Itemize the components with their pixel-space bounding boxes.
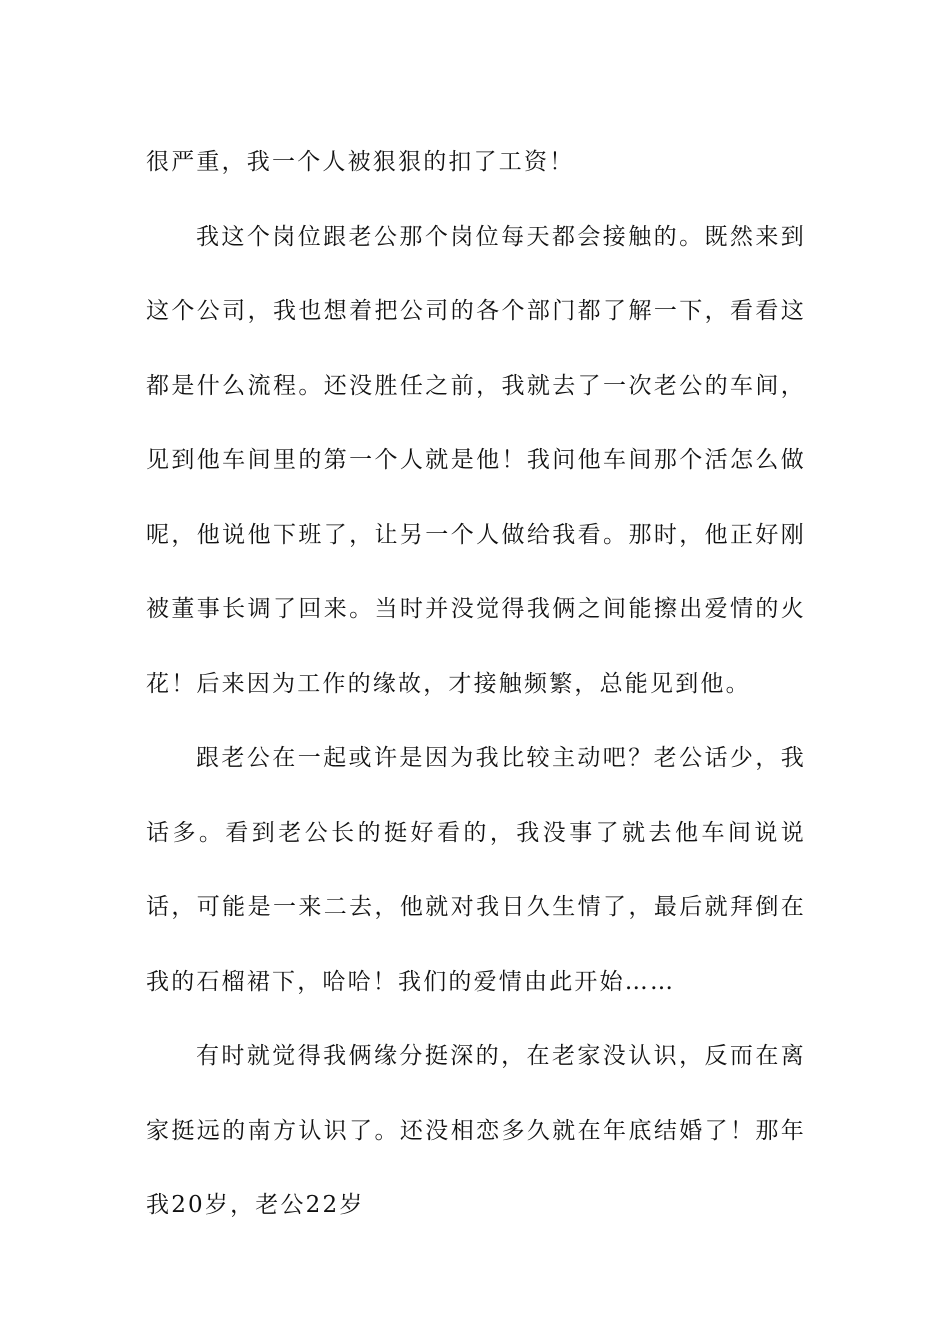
paragraph-3: 跟老公在一起或许是因为我比较主动吧？老公话少，我话多。看到老公长的挺好看的，我没事了就去他车间说说话，可能是一来二去，他就对我日久生情了，最后就拜倒在我的石榴裙下，哈哈！我们的爱情由此开始……: [146, 745, 806, 995]
paragraph-2: 我这个岗位跟老公那个岗位每天都会接触的。既然来到这个公司，我也想着把公司的各个部门都了解一下，看看这都是什么流程。还没胜任之前，我就去了一次老公的车间，见到他车间里的第一个人就是他！我问他车间那个活怎么做呢，他说他下班了，让另一个人做给我看。那时，他正好刚被董事长调了回来。当时并没觉得我俩之间能擦出爱情的火花！后来因为工作的缘故，才接触频繁，总能见到他。: [146, 223, 806, 697]
paragraph-4: 有时就觉得我俩缘分挺深的，在老家没认识，反而在离家挺远的南方认识了。还没相恋多久就在年底结婚了！那年我20岁，老公22岁: [146, 1043, 806, 1218]
paragraph-1: 很严重，我一个人被狠狠的扣了工资！: [146, 149, 575, 175]
document-body: [146, 125, 806, 1243]
